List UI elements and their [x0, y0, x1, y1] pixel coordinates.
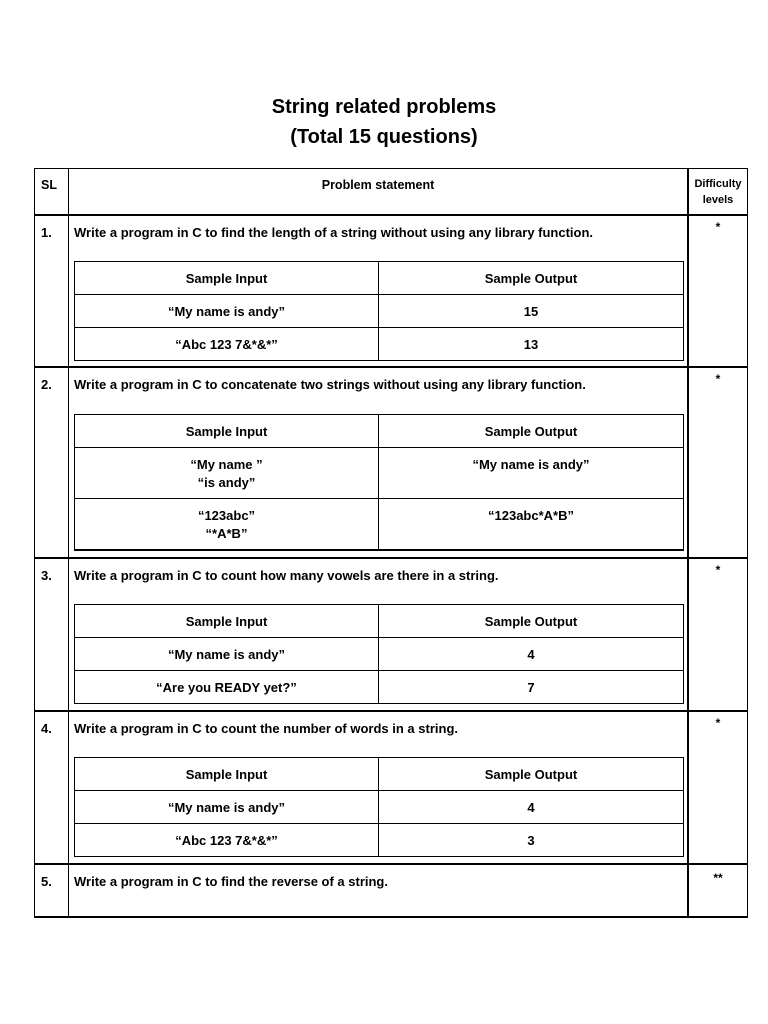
- sample-header-row: [75, 758, 684, 791]
- row-divider: [34, 710, 748, 712]
- difficulty-stars: *: [715, 563, 721, 577]
- sample-input-line: “123abc”: [197, 508, 256, 523]
- table-border-top: [34, 168, 748, 169]
- header-sl: SL: [41, 178, 57, 192]
- column-divider: [68, 168, 69, 918]
- problem-question: Write a program in C to concatenate two strings without using any library function.: [74, 377, 586, 392]
- problem-question: Write a program in C to find the reverse of a string.: [74, 874, 388, 889]
- sample-input: “Are you READY yet?”: [75, 671, 379, 704]
- sample-input: “Abc 123 7&*&*”: [75, 824, 379, 857]
- sample-input-header: Sample Input: [75, 262, 379, 295]
- sample-input-header: Sample Input: [75, 758, 379, 791]
- sample-input-line: “My name ”: [190, 457, 263, 472]
- sample-output-header: Sample Output: [379, 415, 684, 448]
- sample-input-header: Sample Input: [75, 605, 379, 638]
- sample-header-row: [75, 415, 684, 448]
- sample-input: “Abc 123 7&*&*”: [75, 328, 379, 361]
- header-difficulty: [690, 176, 746, 208]
- row-number: 5.: [41, 874, 52, 889]
- sample-output-header: Sample Output: [379, 758, 684, 791]
- sample-io-table: [74, 757, 684, 857]
- header-difficulty-line2: levels: [702, 194, 734, 206]
- difficulty-stars: *: [715, 716, 721, 730]
- title-line-1: String related problems: [271, 96, 497, 118]
- sample-row: [75, 791, 684, 824]
- row-number: 4.: [41, 721, 52, 736]
- sample-output: 13: [379, 328, 684, 361]
- sample-row: [75, 638, 684, 671]
- sample-output: “My name is andy”: [379, 448, 684, 499]
- header-problem-statement: Problem statement: [321, 178, 435, 192]
- problem-question: Write a program in C to count the number of words in a string.: [74, 721, 459, 736]
- header-difficulty-line1: Difficulty: [694, 178, 742, 190]
- difficulty-stars: *: [715, 220, 721, 234]
- sample-input-header: Sample Input: [75, 415, 379, 448]
- sample-row: [75, 448, 684, 499]
- table-border-right: [747, 168, 748, 918]
- problem-question: Write a program in C to find the length of a string without using any library function.: [74, 225, 594, 240]
- problems-table: [34, 168, 748, 918]
- difficulty-stars: *: [715, 372, 721, 386]
- sample-output: 7: [379, 671, 684, 704]
- sample-row: [75, 328, 684, 361]
- sample-output-header: Sample Output: [379, 262, 684, 295]
- sample-output: 3: [379, 824, 684, 857]
- row-number: 2.: [41, 377, 52, 392]
- difficulty-stars: **: [713, 871, 723, 885]
- sample-row: [75, 499, 684, 550]
- column-divider: [687, 168, 689, 918]
- sample-row: [75, 824, 684, 857]
- sample-output: 4: [379, 638, 684, 671]
- document-title: [0, 92, 768, 152]
- sample-output: 15: [379, 295, 684, 328]
- sample-input: [75, 499, 379, 550]
- row-divider: [34, 366, 748, 368]
- sample-io-table: [74, 414, 684, 551]
- row-number: 3.: [41, 568, 52, 583]
- sample-output: 4: [379, 791, 684, 824]
- row-divider: [34, 863, 748, 865]
- sample-input: [75, 448, 379, 499]
- row-number: 1.: [41, 225, 52, 240]
- sample-row: [75, 295, 684, 328]
- title-line-2: (Total 15 questions): [290, 126, 478, 148]
- sample-input: “My name is andy”: [75, 791, 379, 824]
- table-border-bottom: [34, 916, 748, 918]
- sample-row: [75, 671, 684, 704]
- sample-header-row: [75, 262, 684, 295]
- sample-io-table: [74, 261, 684, 361]
- table-border-left: [34, 168, 35, 918]
- sample-input: “My name is andy”: [75, 295, 379, 328]
- row-divider: [34, 557, 748, 559]
- sample-output: “123abc*A*B”: [379, 499, 684, 550]
- sample-header-row: [75, 605, 684, 638]
- sample-input-line: “*A*B”: [205, 526, 248, 541]
- sample-io-table: [74, 604, 684, 704]
- header-divider: [34, 214, 748, 216]
- sample-input: “My name is andy”: [75, 638, 379, 671]
- sample-input-line: “is andy”: [197, 475, 256, 490]
- sample-output-header: Sample Output: [379, 605, 684, 638]
- problem-question: Write a program in C to count how many vowels are there in a string.: [74, 568, 499, 583]
